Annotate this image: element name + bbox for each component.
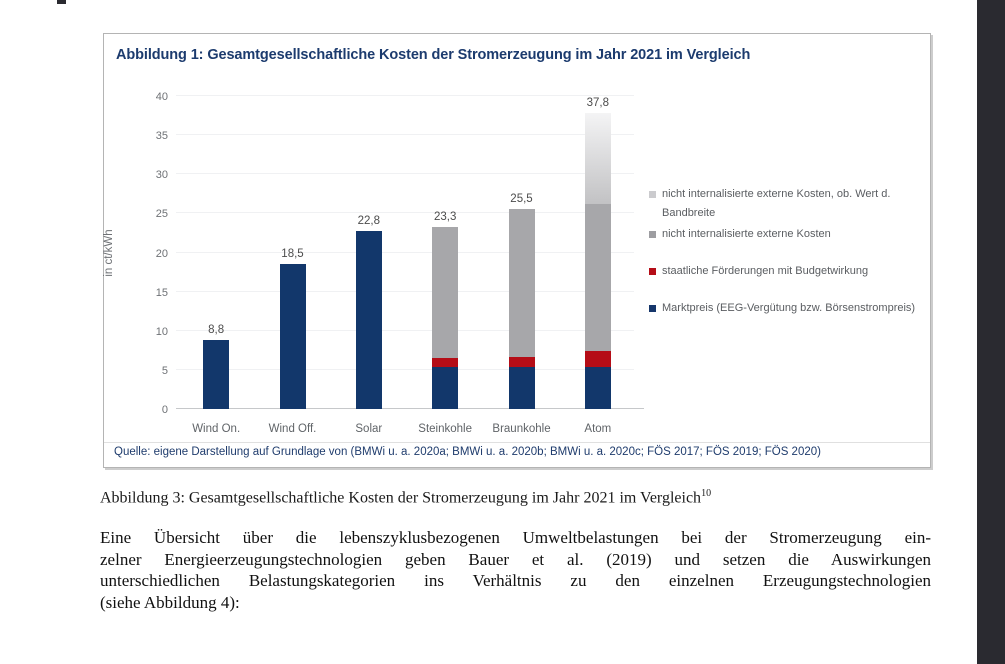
bar-total-label: 8,8: [208, 324, 225, 337]
x-category-label: Wind On.: [192, 423, 241, 435]
plot-area: [103, 91, 634, 435]
figure-box: [103, 33, 931, 468]
bar-total-label: 23,3: [433, 210, 457, 223]
bar-total-label: 18,5: [281, 248, 304, 261]
bar-total-label: 37,8: [586, 97, 610, 110]
legend-swatch-icon: [649, 191, 656, 198]
x-category-label: Atom: [584, 423, 612, 435]
legend-entry: [649, 225, 941, 244]
y-axis-title: in ct/kWh: [103, 228, 115, 277]
legend-entry: [649, 262, 941, 281]
legend-swatch-icon: [649, 231, 656, 238]
legend-label: Marktpreis (EEG-Vergütung bzw. Börsenstrompreis): [662, 302, 916, 314]
paragraph-line: Eine Übersicht über die lebenszyklusbezogenen Umweltbelastungen bei der Stromerzeugung ein-: [100, 528, 931, 547]
body-paragraph: [100, 527, 931, 613]
y-tick-label: 5: [161, 364, 168, 377]
y-tick-label: 30: [155, 169, 168, 182]
x-category-label: Braunkohle: [492, 423, 551, 435]
legend-label: nicht internalisierte externe Kosten, ob. Wert d. Bandbreite: [662, 188, 891, 219]
x-category-label: Solar: [355, 423, 383, 435]
bar-total-label: 25,5: [510, 193, 533, 206]
gridline: [176, 291, 634, 292]
y-tick-label: 20: [155, 247, 168, 260]
bar-segment: [356, 231, 382, 409]
legend-entry: [649, 299, 941, 318]
x-category-label: Steinkohle: [418, 423, 473, 435]
caption-footnote: 10: [701, 488, 712, 499]
gridline: [176, 252, 634, 253]
bar-segment: [585, 367, 611, 409]
figure-caption: [100, 488, 940, 507]
bar-segment: [585, 204, 611, 351]
y-tick-label: 40: [155, 91, 168, 103]
gridline: [176, 173, 634, 174]
bar-segment: [280, 264, 306, 409]
legend-swatch-icon: [649, 305, 656, 312]
y-tick-label: 25: [155, 208, 168, 221]
paragraph-line: zelner Energieerzeugungstechnologien geben Bauer et al. (2019) und setzen die Auswirkungen: [100, 549, 931, 569]
bar-total-label: 22,8: [357, 214, 381, 227]
y-tick-label: 10: [155, 325, 168, 338]
bar-segment: [509, 367, 535, 409]
figure-source: Quelle: eigene Darstellung auf Grundlage von (BMWi u. a. 2020a; BMWi u. a. 2020b; BMWi u. a. 2020c; FÖS 2017; FÖS 2019; FÖS 2020): [114, 446, 821, 458]
bar-segment: [585, 113, 611, 204]
bar-segment: [509, 209, 535, 356]
bar-segment: [432, 358, 458, 367]
source-divider: [104, 442, 930, 443]
window-edge-right: [977, 0, 1005, 664]
bar-segment: [585, 351, 611, 367]
gridline: [176, 369, 634, 370]
x-category-label: Wind Off.: [268, 423, 317, 435]
caption-text: Abbildung 3: Gesamtgesellschaftliche Kosten der Stromerzeugung im Jahr 2021 im Vergleich: [100, 489, 702, 507]
x-axis-line: [176, 408, 644, 409]
gridline: [176, 212, 634, 213]
window-edge-notch: [57, 0, 66, 4]
legend-swatch-icon: [649, 268, 656, 275]
bar-segment: [432, 367, 458, 409]
bar-segment: [509, 357, 535, 367]
figure-title: Abbildung 1: Gesamtgesellschaftliche Kosten der Stromerzeugung im Jahr 2021 im Vergleich: [116, 47, 751, 63]
y-tick-label: 0: [161, 404, 168, 416]
bar-segment: [432, 227, 458, 358]
paragraph-line: unterschiedlichen Belastungskategorien ins Verhältnis zu den einzelnen Erzeugungstechnologien: [100, 571, 931, 590]
y-tick-label: 35: [155, 130, 168, 143]
paragraph-line: (siehe Abbildung 4):: [100, 592, 240, 612]
legend-label: staatliche Förderungen mit Budgetwirkung: [662, 265, 869, 277]
bar-segment: [203, 340, 229, 409]
gridline: [176, 95, 634, 96]
gridline: [176, 134, 634, 135]
legend-entry: [649, 185, 941, 223]
y-tick-label: 15: [155, 286, 168, 299]
legend-label: nicht internalisierte externe Kosten: [662, 228, 831, 240]
